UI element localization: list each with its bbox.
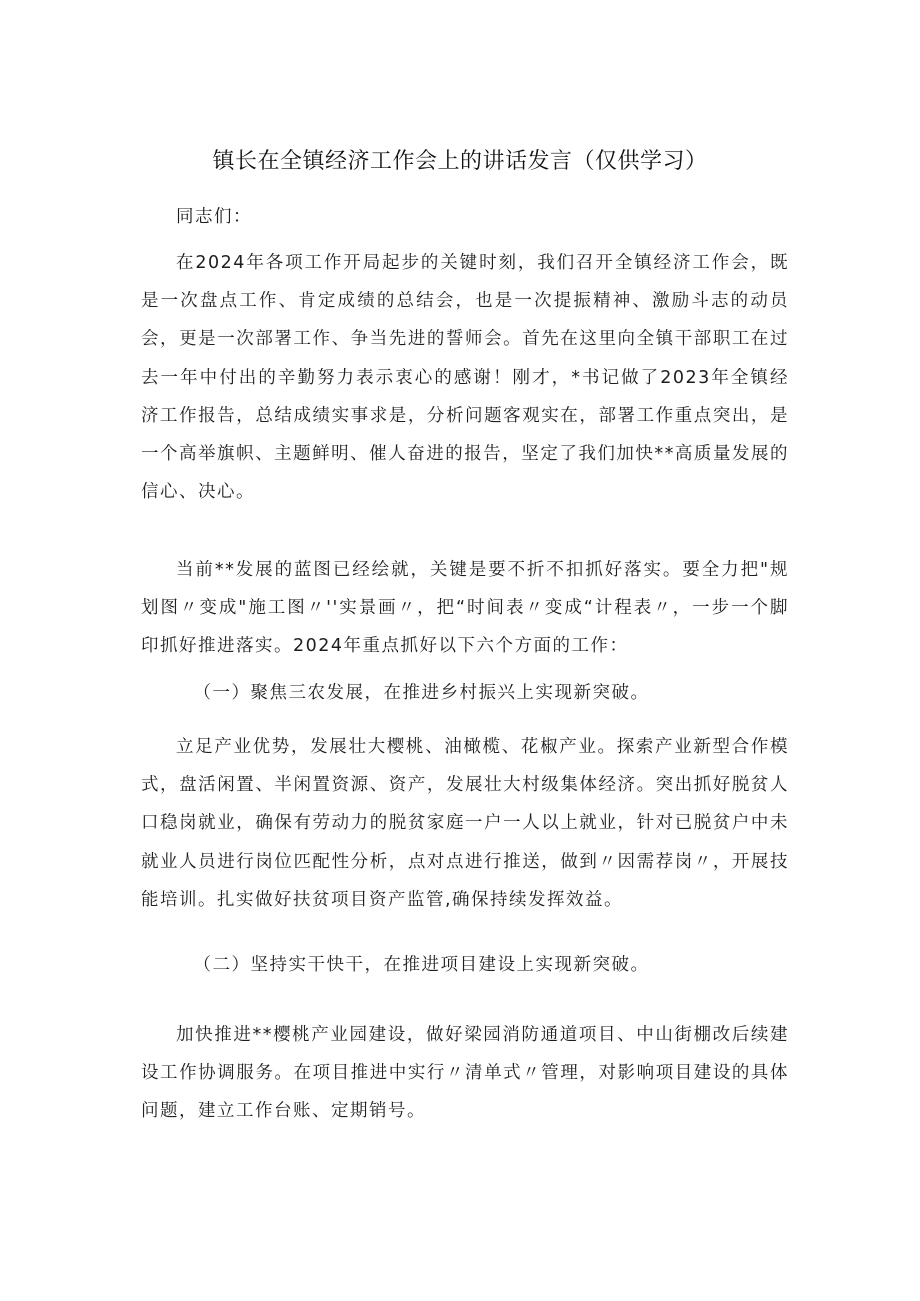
salutation: 同志们： bbox=[176, 207, 252, 227]
document-title: 镇长在全镇经济工作会上的讲话发言（仅供学习） bbox=[212, 149, 708, 174]
paragraph-rural-revitalization: 立足产业优势，发展壮大樱桃、油橄榄、花椒产业。探索产业新型合作模式，盘活闲置、半闲置资源、资产，发展壮大村级集体经济。突出抓好脱贫人口稳岗就业，确保有劳动力的脱贫家庭一户一人以上就业，针对已脱贫户中未就业人员进行岗位匹配性分析，点对点进行推送，做到〃因需荐岗〃，开展技能培训。扎实做好扶贫项目资产监管,确保持续发挥效益。 bbox=[141, 737, 789, 910]
section-heading-2: （二）坚持实干快干，在推进项目建设上实现新突破。 bbox=[193, 955, 650, 975]
section-heading-1: （一）聚焦三农发展，在推进乡村振兴上实现新突破。 bbox=[193, 683, 650, 703]
paragraph-opening: 在2024年各项工作开局起步的关键时刻，我们召开全镇经济工作会，既是一次盘点工作、肯定成绩的总结会，也是一次提振精神、激励斗志的动员会，更是一次部署工作、争当先进的誓师会。首先在这里向全镇干部职工在过去一年中付出的辛勤努力表示衷心的感谢！刚才，*书记做了2023年全镇经济工作报告，总结成绩实事求是，分析问题客观实在，部署工作重点突出，是一个高举旗帜、主题鲜明、催人奋进的报告，坚定了我们加快**高质量发展的信心、决心。 bbox=[141, 253, 789, 503]
paragraph-blueprint: 当前**发展的蓝图已经绘就，关键是要不折不扣抓好落实。要全力把"规划图〃变成"施工图〃''实景画〃，把“时间表〃变成“计程表〃，一步一个脚印抓好推进落实。2024年重点抓好以下六个方面的工作： bbox=[141, 560, 789, 657]
paragraph-project-construction: 加快推进**樱桃产业园建设，做好梁园消防通道项目、中山街棚改后续建设工作协调服务。在项目推进中实行〃清单式〃管理，对影响项目建设的具体问题，建立工作台账、定期销号。 bbox=[141, 1025, 789, 1122]
